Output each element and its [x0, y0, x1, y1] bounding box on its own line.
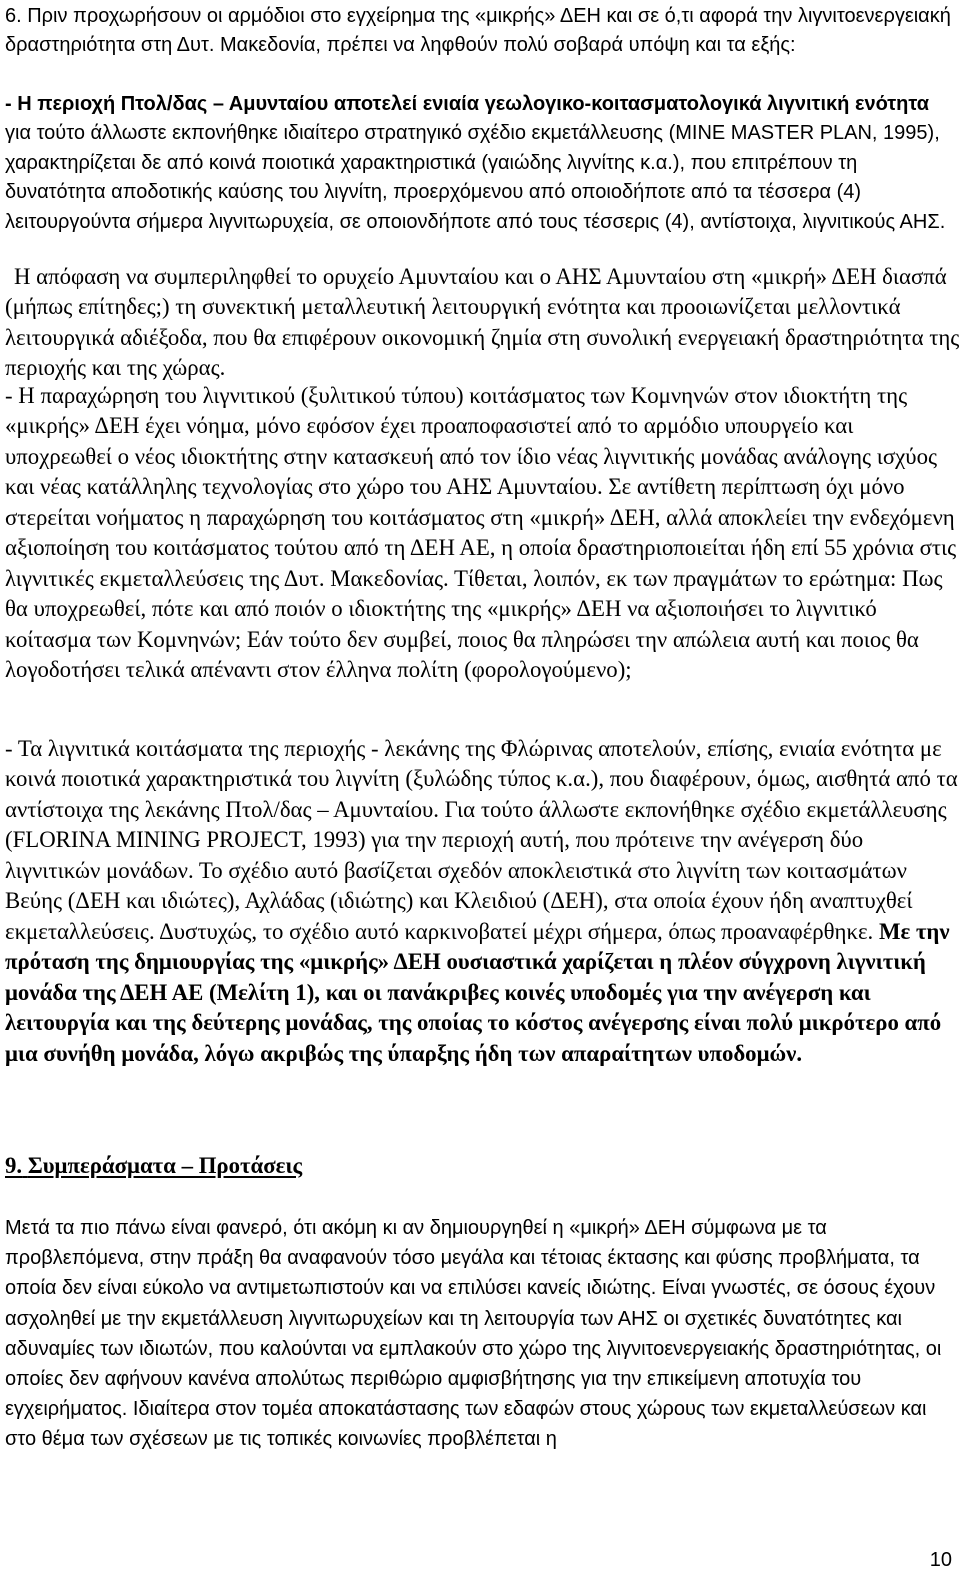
- bullet3-bold-text: Με την πρόταση της δημιουργίας της «μικρής» ΔΕΗ ουσιαστικά χαρίζεται η πλέον σύγχρονη λιγνιτική μονάδα της ΔΕΗ ΑΕ (Μελίτη 1), και οι πανάκριβες κοινές υποδομές για την ανέγερση και λειτουργία και της δεύτερης μονάδας, της οποίας το κόστος ανέγερσης είναι πολύ μικρότερο από μια συνήθη μονάδα, λόγω ακριβώς της ύπαρξης ήδη των απαραίτητων υποδομών.: [5, 918, 950, 1066]
- page-number: 10: [929, 1549, 952, 1571]
- item6-intro-text: 6. Πριν προχωρήσουν οι αρμόδιοι στο εγχείρημα της «μικρής» ΔΕΗ και σε ό,τι αφορά την λιγνιτοενεργειακή δραστηριότητα στη Δυτ. Μακεδονία, πρέπει να ληφθούν πολύ σοβαρά υπόψη και τα εξής:: [5, 5, 951, 57]
- bullet1-text: για τούτο άλλωστε εκπονήθηκε ιδιαίτερο στρατηγικό σχέδιο εκμετάλλευσης (MINE MASTER PLAN, 1995), χαρακτηρίζεται δε από κοινά ποιοτικά χαρακτηριστικά (γαιώδης λιγνίτης κ.α.), που επιτρέπουν τη δυνατότητα αποδοτικής καύσης του λιγνίτη, προερχόμενου από οποιοδήποτε από τα τέσσερα (4) λειτουργούντα σήμερα λιγνιτωρυχεία, σε οποιονδήποτε από τους τέσσερις (4), αντίστοιχα, λιγνιτικούς ΑΗΣ.: [5, 122, 946, 233]
- bullet2-text: - Η παραχώρηση του λιγνιτικού (ξυλιτικού τύπου) κοιτάσματος των Κομνηνών στον ιδιοκτήτη της «μικρής» ΔΕΗ έχει νόημα, μόνο εφόσον έχει προαποφασιστεί από το αρμόδιο υπουργείο και υποχρεωθεί ο νέος ιδιοκτήτης στην κατασκευή από τον ίδιο νέας λιγνιτικής μονάδας ανάλογης ισχύος και νέας κατάλληλης τεχνολογίας στο χώρο του ΑΗΣ Αμυνταίου. Σε αντίθετη περίπτωση όχι μόνο στερείται νοήματος η παραχώρηση του κοιτάσματος στη «μικρή» ΔΕΗ, αλλά αποκλείει την ενδεχόμενη αξιοποίηση του κοιτάσματος τούτου από τη ΔΕΗ ΑΕ, η οποία δραστηριοποιείται ήδη επί 55 χρόνια στις λιγνιτικές εκμεταλλεύσεις της Δυτ. Μακεδονίας. Τίθεται, λοιπόν, εκ των πραγμάτων το ερώτημα: Πως θα υποχρεωθεί, πότε και από ποιόν ο ιδιοκτήτης της «μικρής» ΔΕΗ να αξιοποιήσει το λιγνιτικό κοίτασμα των Κομνηνών; Εάν τούτο δεν συμβεί, ποιος θα πληρώσει την απώλεια αυτή και ποιος θα λογοδοτήσει τελικά απέναντι στον έλληνα πολίτη (φορολογούμενο);: [5, 383, 957, 683]
- section-9-body: [5, 1213, 955, 1455]
- section-title: Συμπεράσματα – Προτάσεις: [27, 1153, 303, 1178]
- item6-intro: [5, 2, 955, 61]
- item6-bullet3: [5, 734, 960, 1069]
- section-9-heading-text: [5, 1153, 302, 1178]
- bullet1-bold-text: - Η περιοχή Πτολ/δας – Αμυνταίου αποτελεί ενιαία γεωλογικο-κοιτασματολογικά λιγνιτική ενότητα: [5, 93, 930, 115]
- item6-decision-paragraph: [5, 262, 960, 384]
- item6-bullet1: [5, 90, 955, 237]
- decision-text: Η απόφαση να συμπεριληφθεί το ορυχείο Αμυνταίου και ο ΑΗΣ Αμυνταίου στη «μικρή» ΔΕΗ διασπά (μήπως επίτηδες;) τη συνεκτική μεταλλευτική λειτουργική ενότητα και προοιωνίζεται μελλοντικά λειτουργικά αδιέξοδα, που θα επιφέρουν οικονομική ζημία στη συνολική ενεργειακή δραστηριότητα της περιοχής και της χώρας.: [5, 264, 960, 381]
- section-9-heading: [5, 1151, 302, 1181]
- section-9-body-text: Μετά τα πιο πάνω είναι φανερό, ότι ακόμη κι αν δημιουργηθεί η «μικρή» ΔΕΗ σύμφωνα με τα προβλεπόμενα, στην πράξη θα αναφανούν τόσο μεγάλα και τέτοιας έκτασης και φύσης προβλήματα, τα οποία δεν είναι εύκολο να αντιμετωπιστούν και να επιλύσει κανείς ιδιώτης. Είναι γνωστές, σε όσους έχουν ασχοληθεί με την εκμετάλλευση λιγνιτωρυχείων και τη λειτουργία των ΑΗΣ οι σχετικές δυνατότητες και αδυναμίες των ιδιωτών, που καλούνται να εμπλακούν στο χώρο της λιγνιτοενεργειακής δραστηριότητας, οι οποίες δεν αφήνουν κανένα απολύτως περιθώριο αμφισβήτησης για την επικείμενη αποτυχία του εγχειρήματος. Ιδιαίτερα στον τομέα αποκατάστασης των εδαφών στους χώρους των εκμεταλλεύσεων και στο θέμα των σχέσεων με τις τοπικές κοινωνίες προβλέπεται η: [5, 1217, 942, 1451]
- section-number: 9.: [5, 1153, 23, 1178]
- item6-bullet2: [5, 381, 960, 686]
- bullet3-text: - Τα λιγνιτικά κοιτάσματα της περιοχής - λεκάνης της Φλώρινας αποτελούν, επίσης, ενιαία ενότητα με κοινά ποιοτικά χαρακτηριστικά του λιγνίτη (ξυλώδης τύπος κ.α.), που διαφέρουν, όμως, αισθητά από τα αντίστοιχα της λεκάνης Πτολ/δας – Αμυνταίου. Για τούτο άλλωστε εκπονήθηκε σχέδιο εκμετάλλευσης (FLORINA MINING PROJECT, 1993) για την περιοχή αυτή, που πρότεινε την ανέγερση δύο λιγνιτικών μονάδων. Το σχέδιο αυτό βασίζεται σχεδόν αποκλειστικά στο λιγνίτη των κοιτασμάτων Βεύης (ΔΕΗ και ιδιώτες), Αχλάδας (ιδιώτης) και Κλειδιού (ΔΕΗ), στα οποία έχουν ήδη αναπτυχθεί εκμεταλλεύσεις. Δυστυχώς, το σχέδιο αυτό καρκινοβατεί μέχρι σήμερα, όπως προαναφέρθηκε.: [5, 736, 958, 944]
